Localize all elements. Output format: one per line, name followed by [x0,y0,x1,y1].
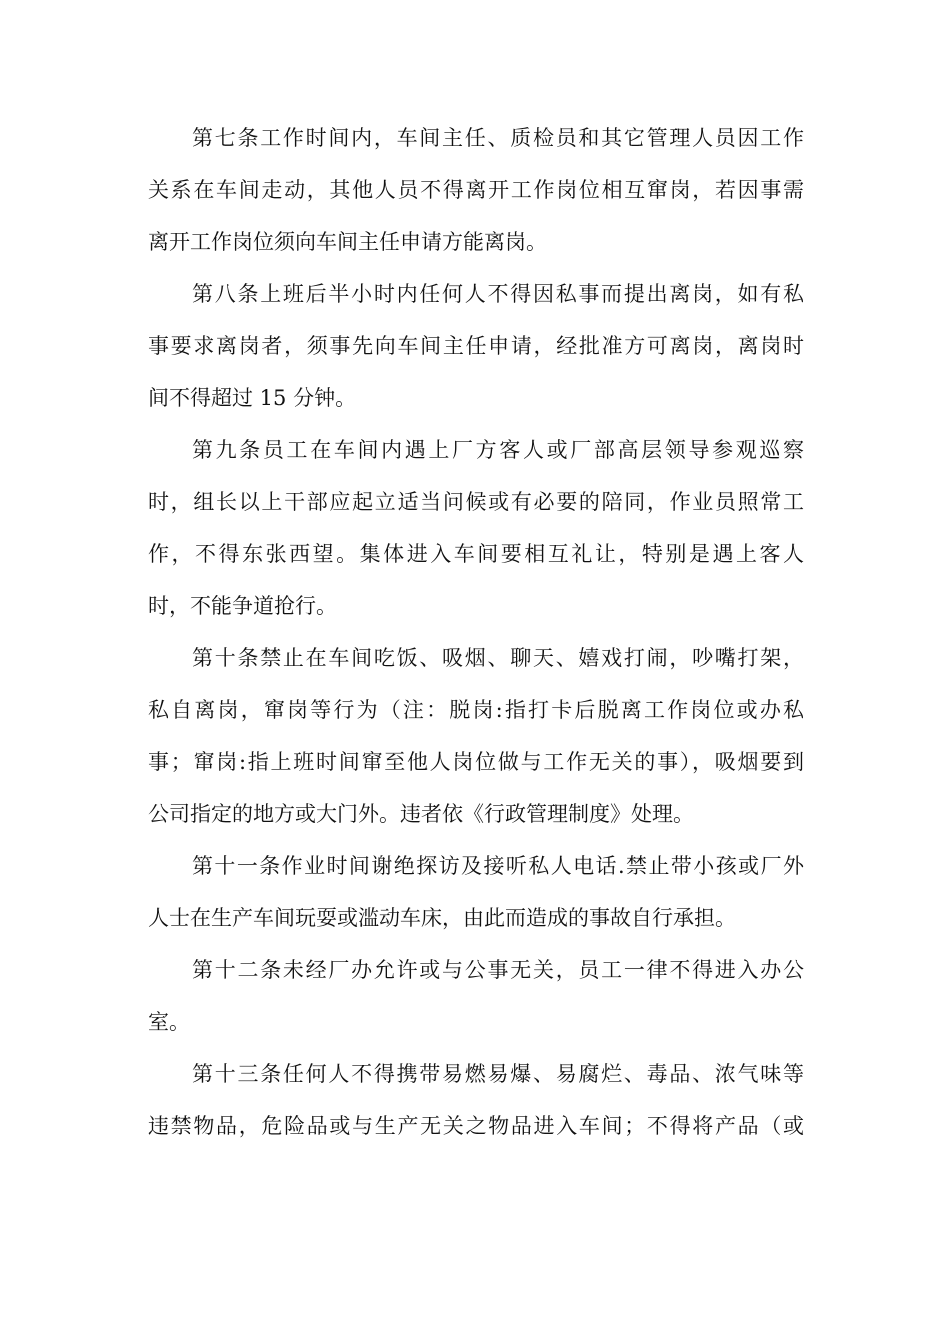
paragraph-line: 作，不得东张西望。集体进入车间要相互礼让，特别是遇上客人 [148,542,804,566]
paragraph-line: 事要求离岗者，须事先向车间主任申请，经批准方可离岗，离岗时 [148,334,804,358]
paragraph-line: 间不得超过 15 分钟。 [148,386,357,410]
paragraph-line: 时，不能争道抢行。 [148,594,337,618]
paragraph-line: 第十二条未经厂办允许或与公事无关，员工一律不得进入办公 [192,958,804,982]
paragraph-line: 第十条禁止在车间吃饭、吸烟、聊天、嬉戏打闹，吵嘴打架， [192,646,804,670]
paragraph-line: 离开工作岗位须向车间主任申请方能离岗。 [148,230,547,254]
article-12-paragraph [148,944,804,1048]
article-9-paragraph [148,424,804,632]
paragraph-line: 第八条上班后半小时内任何人不得因私事而提出离岗，如有私 [192,282,804,306]
document-body [148,112,804,1152]
paragraph-line: 公司指定的地方或大门外。违者依《行政管理制度》处理。 [148,802,694,826]
paragraph-line: 第十三条任何人不得携带易燃易爆、易腐烂、毒品、浓气味等 [192,1062,804,1086]
paragraph-line: 室。 [148,1010,190,1034]
paragraph-line: 事；窜岗:指上班时间窜至他人岗位做与工作无关的事），吸烟要到 [148,750,804,774]
article-8-paragraph [148,268,804,424]
paragraph-line: 第七条工作时间内，车间主任、质检员和其它管理人员因工作 [192,126,804,150]
paragraph-line: 人士在生产车间玩耍或滥动车床，由此而造成的事故自行承担。 [148,906,736,930]
paragraph-line: 私自离岗，窜岗等行为（注：脱岗:指打卡后脱离工作岗位或办私 [148,698,804,722]
article-10-paragraph [148,632,804,840]
paragraph-line: 第十一条作业时间谢绝探访及接听私人电话.禁止带小孩或厂外 [192,854,804,878]
paragraph-line: 时，组长以上干部应起立适当问候或有必要的陪同，作业员照常工 [148,490,804,514]
paragraph-line: 第九条员工在车间内遇上厂方客人或厂部高层领导参观巡察 [192,438,804,462]
paragraph-line: 违禁物品，危险品或与生产无关之物品进入车间；不得将产品（或 [148,1114,804,1138]
article-7-paragraph [148,112,804,268]
article-13-paragraph [148,1048,804,1152]
article-11-paragraph [148,840,804,944]
paragraph-line: 关系在车间走动，其他人员不得离开工作岗位相互窜岗，若因事需 [148,178,804,202]
